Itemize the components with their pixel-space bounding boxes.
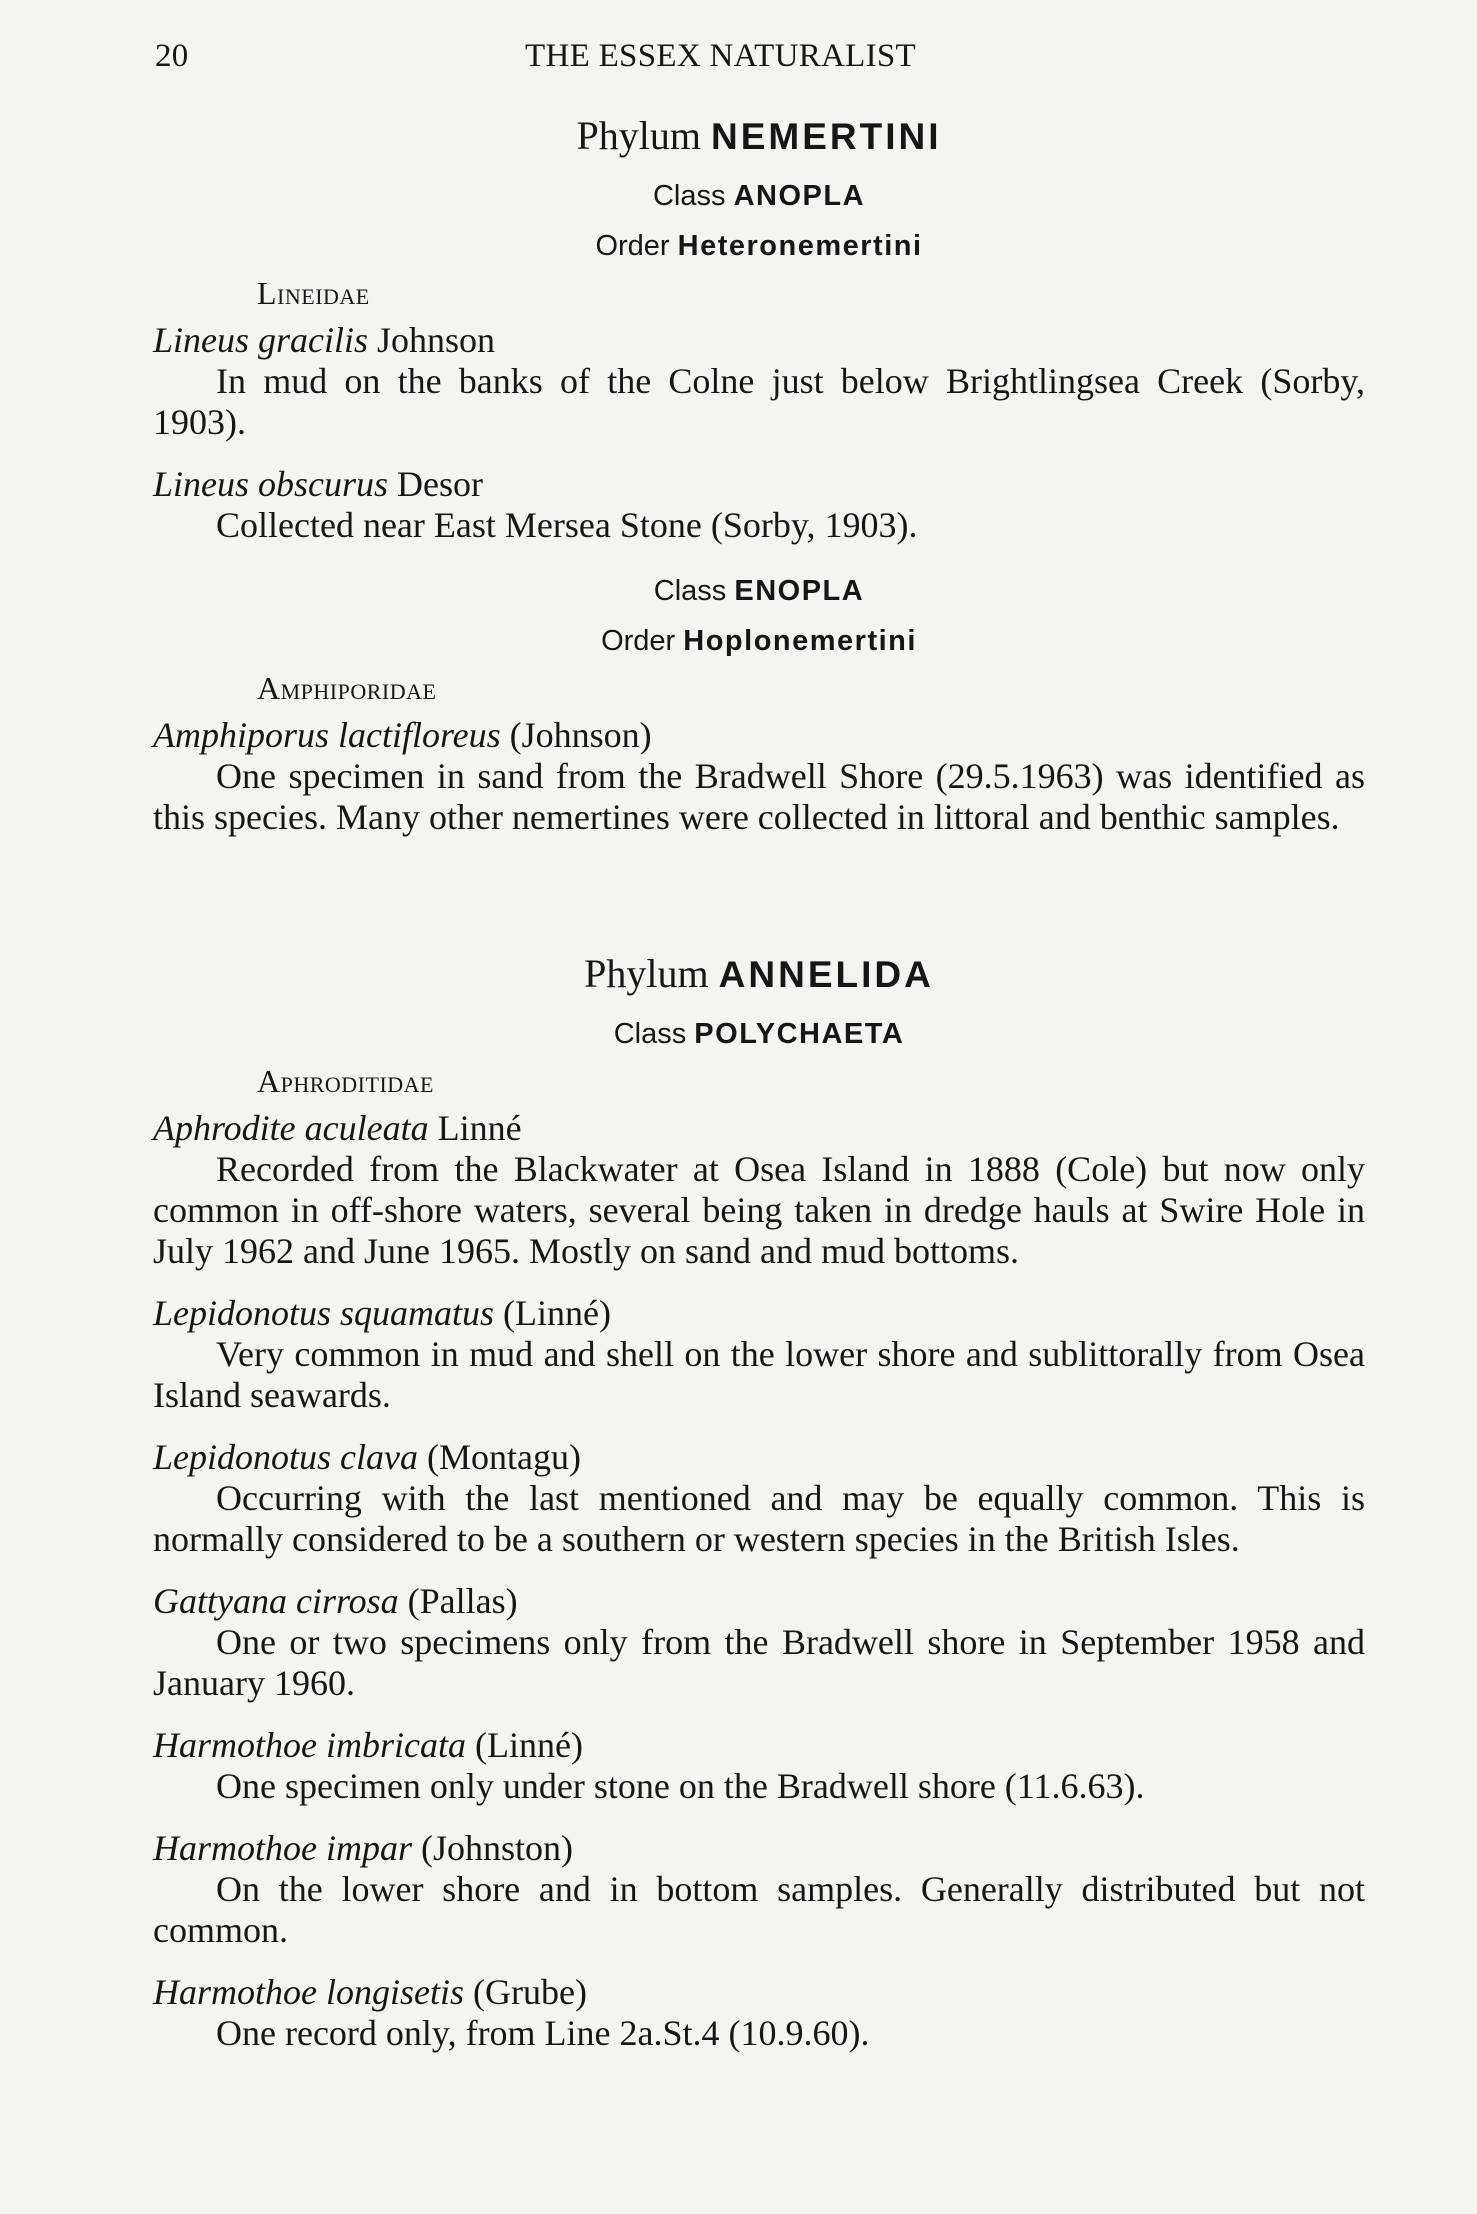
species-name-line (153, 463, 1365, 505)
class-name: POLYCHAETA (694, 1018, 905, 1050)
class-name: ANOPLA (733, 180, 866, 212)
species-description: On the lower shore and in bottom samples. Generally distributed but not common. (153, 1869, 1365, 1950)
family-heading-amphiporidae: Amphiporidae (257, 670, 437, 706)
species-name: Amphiporus lactifloreus (153, 715, 501, 755)
order-word: Order (601, 625, 676, 657)
class-word: Class (613, 1018, 687, 1050)
species-name: Harmothoe impar (153, 1828, 412, 1868)
species-name: Gattyana cirrosa (153, 1581, 399, 1621)
species-name-line (153, 1580, 1365, 1622)
species-name: Harmothoe longisetis (153, 1972, 464, 2012)
species-author: (Pallas) (407, 1581, 518, 1621)
species-description: One specimen in sand from the Bradwell Shore (29.5.1963) was identified as this species. Many other nemertines were collected in littoral and benthic samples. (153, 756, 1365, 837)
order-name: Heteronemertini (677, 230, 923, 262)
species-author: Linné (437, 1108, 522, 1148)
species-author: (Johnston) (421, 1828, 573, 1868)
content-column (153, 108, 1365, 2074)
family-heading-lineidae: Lineidae (257, 275, 370, 311)
species-description: One record only, from Line 2a.St.4 (10.9.60). (216, 2013, 870, 2053)
species-author: (Grube) (473, 1972, 587, 2012)
species-author: (Linné) (503, 1293, 611, 1333)
species-description: Collected near East Mersea Stone (Sorby, 1903). (216, 505, 918, 545)
order-heading-heteronemertini (153, 221, 1365, 271)
class-heading-polychaeta (153, 1009, 1365, 1059)
order-word: Order (595, 230, 670, 262)
species-author: (Johnson) (509, 715, 652, 755)
class-heading-anopla (153, 171, 1365, 221)
species-name-line (153, 1827, 1365, 1869)
species-name: Lineus gracilis (153, 320, 369, 360)
phylum-name: NEMERTINI (710, 116, 942, 157)
species-description: Occurring with the last mentioned and may be equally common. This is normally considered to be a southern or western species in the British Isles. (153, 1478, 1365, 1559)
species-name: Aphrodite aculeata (153, 1108, 429, 1148)
species-author: (Linné) (474, 1725, 583, 1765)
phylum-name: ANNELIDA (718, 954, 934, 995)
running-title: THE ESSEX NATURALIST (525, 38, 916, 74)
species-name-line (153, 1292, 1365, 1334)
species-name-line (153, 1107, 1365, 1149)
species-name: Lepidonotus clava (153, 1437, 418, 1477)
class-word: Class (653, 575, 727, 607)
species-name-line (153, 1436, 1365, 1478)
page-number: 20 (155, 38, 189, 74)
species-author: Desor (397, 464, 484, 504)
family-heading-aphroditidae: Aphroditidae (257, 1063, 434, 1099)
species-name: Lepidonotus squamatus (153, 1293, 495, 1333)
species-description: One specimen only under stone on the Bradwell shore (11.6.63). (216, 1766, 1145, 1806)
species-name-line (153, 714, 1365, 756)
class-word: Class (652, 180, 726, 212)
section-spacer (153, 858, 1365, 946)
species-name-line (153, 1724, 1365, 1766)
species-name: Harmothoe imbricata (153, 1725, 466, 1765)
class-heading-enopla (153, 566, 1365, 616)
order-name: Hoplonemertini (683, 625, 917, 657)
species-description: In mud on the banks of the Colne just below Brightlingsea Creek (Sorby, 1903). (153, 361, 1365, 442)
phylum-word: Phylum (576, 113, 701, 158)
phylum-word: Phylum (584, 951, 709, 996)
species-author: Johnson (377, 320, 496, 360)
species-description: Very common in mud and shell on the lower shore and sublittorally from Osea Island seawards. (153, 1334, 1365, 1415)
species-name-line (153, 1971, 1365, 2013)
order-heading-hoplonemertini (153, 616, 1365, 666)
phylum-heading-annelida (153, 946, 1365, 1003)
species-description: One or two specimens only from the Bradwell shore in September 1958 and January 1960. (153, 1622, 1365, 1703)
species-name-line (153, 319, 1365, 361)
phylum-heading-nemertini (153, 108, 1365, 165)
class-name: ENOPLA (734, 575, 865, 607)
species-description: Recorded from the Blackwater at Osea Island in 1888 (Cole) but now only common in off-shore waters, several being taken in dredge hauls at Swire Hole in July 1962 and June 1965. Mostly on sand and mud bottoms. (153, 1149, 1365, 1271)
species-author: (Montagu) (426, 1437, 581, 1477)
species-name: Lineus obscurus (153, 464, 389, 504)
